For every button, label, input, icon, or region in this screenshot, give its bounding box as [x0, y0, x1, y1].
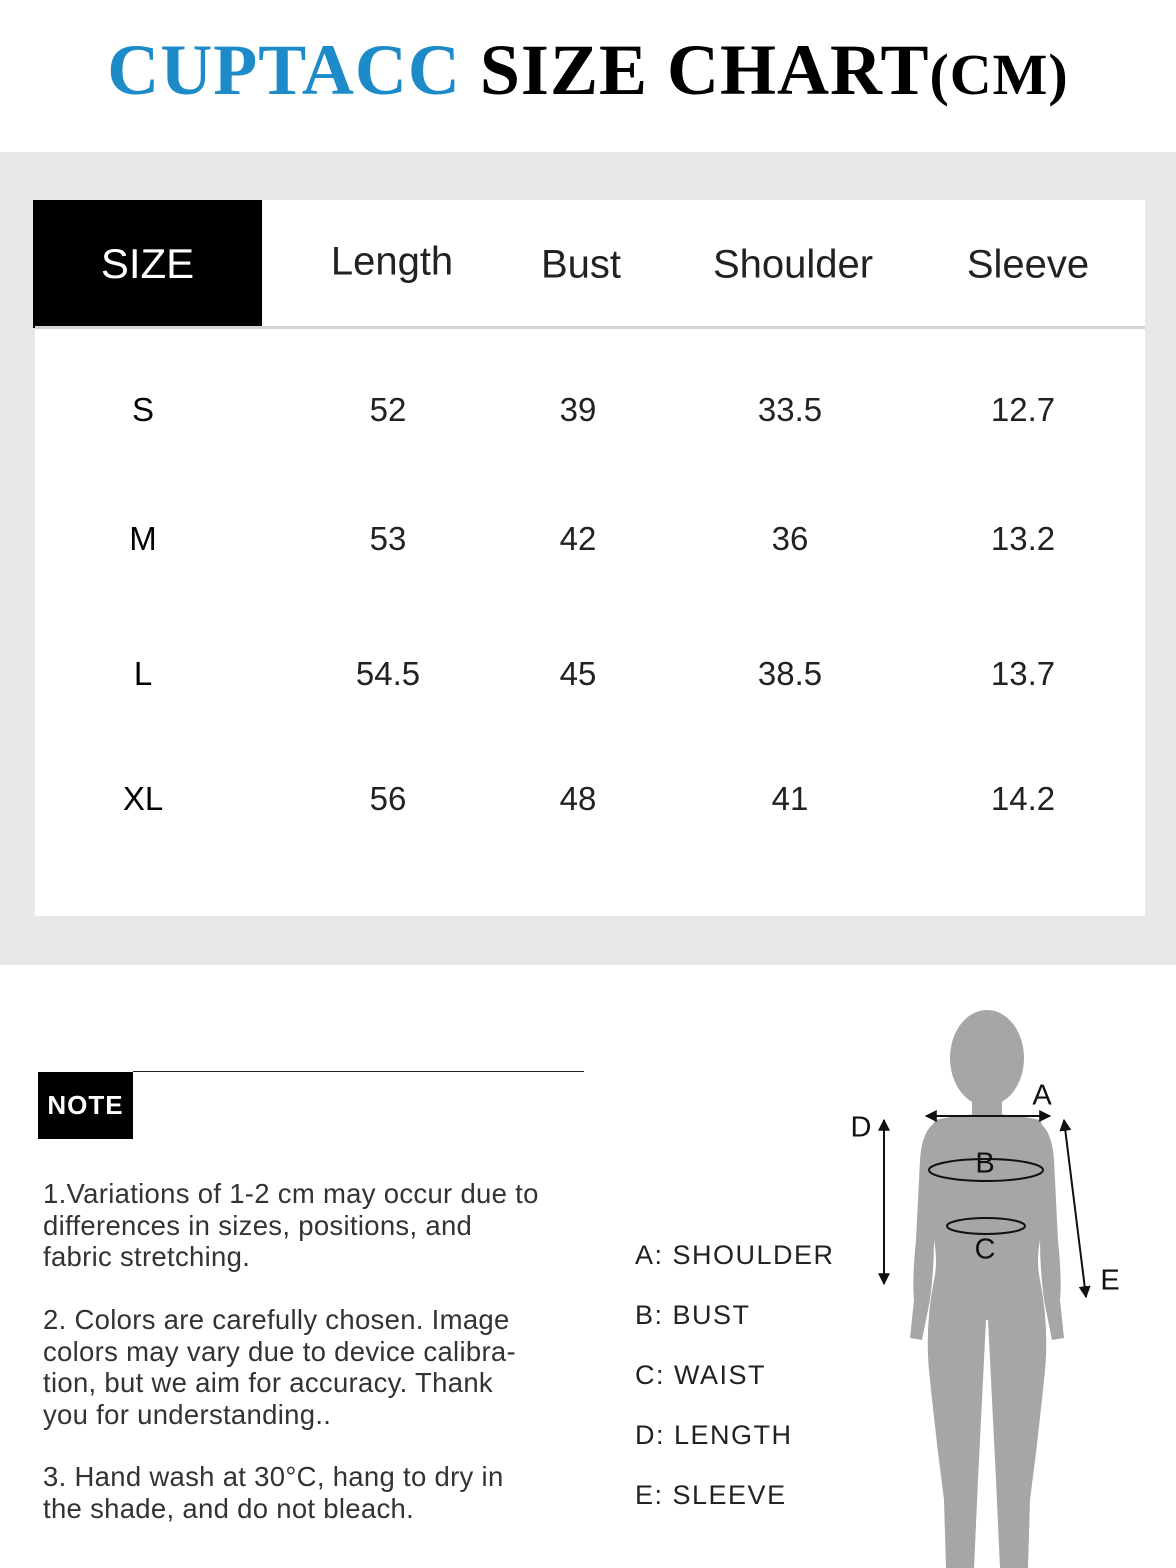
note-3-line-2: the shade, and do not bleach. — [43, 1492, 415, 1524]
row-s-length: 52 — [369, 391, 407, 428]
legend-length: D: LENGTH — [635, 1420, 793, 1450]
torso-shape — [927, 1114, 1047, 1568]
title-unit: (CM) — [929, 42, 1069, 107]
note-2-line-3: tion, but we aim for accuracy. Thank — [43, 1367, 493, 1398]
row-s-bust: 39 — [559, 391, 597, 428]
figure-label-a: A — [1032, 1079, 1052, 1112]
legend-sleeve: E: SLEEVE — [635, 1480, 787, 1510]
legend-shoulder: A: SHOULDER — [635, 1240, 835, 1270]
header-size: SIZE — [33, 200, 262, 328]
note-1-line-2: differences in sizes, positions, and — [43, 1209, 473, 1241]
row-xl-bust: 48 — [559, 780, 597, 817]
row-xl-size: XL — [122, 780, 164, 817]
header-length: Length — [330, 239, 454, 284]
row-m-sleeve: 13.2 — [990, 520, 1056, 557]
note-1-line-1: 1.Variations of 1-2 cm may occur due to — [43, 1178, 539, 1209]
row-s-shoulder: 33.5 — [757, 391, 823, 428]
note-2-line-1: 2. Colors are carefully chosen. Image — [43, 1304, 510, 1335]
row-l-shoulder: 38.5 — [757, 655, 823, 692]
row-m-bust: 42 — [559, 520, 597, 557]
row-m-size: M — [129, 520, 157, 557]
note-2-line-2: colors may vary due to device calibra- — [43, 1335, 516, 1367]
row-m-length: 53 — [369, 520, 407, 557]
figure-label-b: B — [975, 1147, 995, 1180]
note-1-line-3: fabric stretching. — [43, 1241, 251, 1272]
row-l-size: L — [133, 655, 153, 692]
row-s-size: S — [131, 391, 155, 428]
brand-name: CUPTACC — [107, 30, 461, 110]
legend-bust: B: BUST — [635, 1300, 751, 1330]
row-l-sleeve: 13.7 — [990, 655, 1056, 692]
row-l-length: 54.5 — [355, 655, 421, 692]
header-bust: Bust — [540, 242, 622, 287]
figure-label-d: D — [850, 1111, 872, 1144]
header-shoulder: Shoulder — [712, 242, 874, 287]
note-badge: NOTE — [38, 1072, 133, 1139]
note-2-line-4: you for understanding.. — [43, 1398, 332, 1430]
figure-label-c: C — [974, 1233, 996, 1266]
row-xl-sleeve: 14.2 — [990, 780, 1056, 817]
note-3-line-1: 3. Hand wash at 30°C, hang to dry in — [43, 1461, 504, 1492]
legend-waist: C: WAIST — [635, 1360, 766, 1390]
row-s-sleeve: 12.7 — [990, 391, 1056, 428]
row-l-bust: 45 — [559, 655, 597, 692]
figure-label-e: E — [1100, 1264, 1120, 1297]
row-m-shoulder: 36 — [771, 520, 809, 557]
sleeve-arrow — [1064, 1120, 1086, 1297]
row-xl-shoulder: 41 — [771, 780, 809, 817]
row-xl-length: 56 — [369, 780, 407, 817]
header-sleeve: Sleeve — [966, 242, 1090, 287]
title-text: SIZE CHART — [479, 30, 930, 110]
